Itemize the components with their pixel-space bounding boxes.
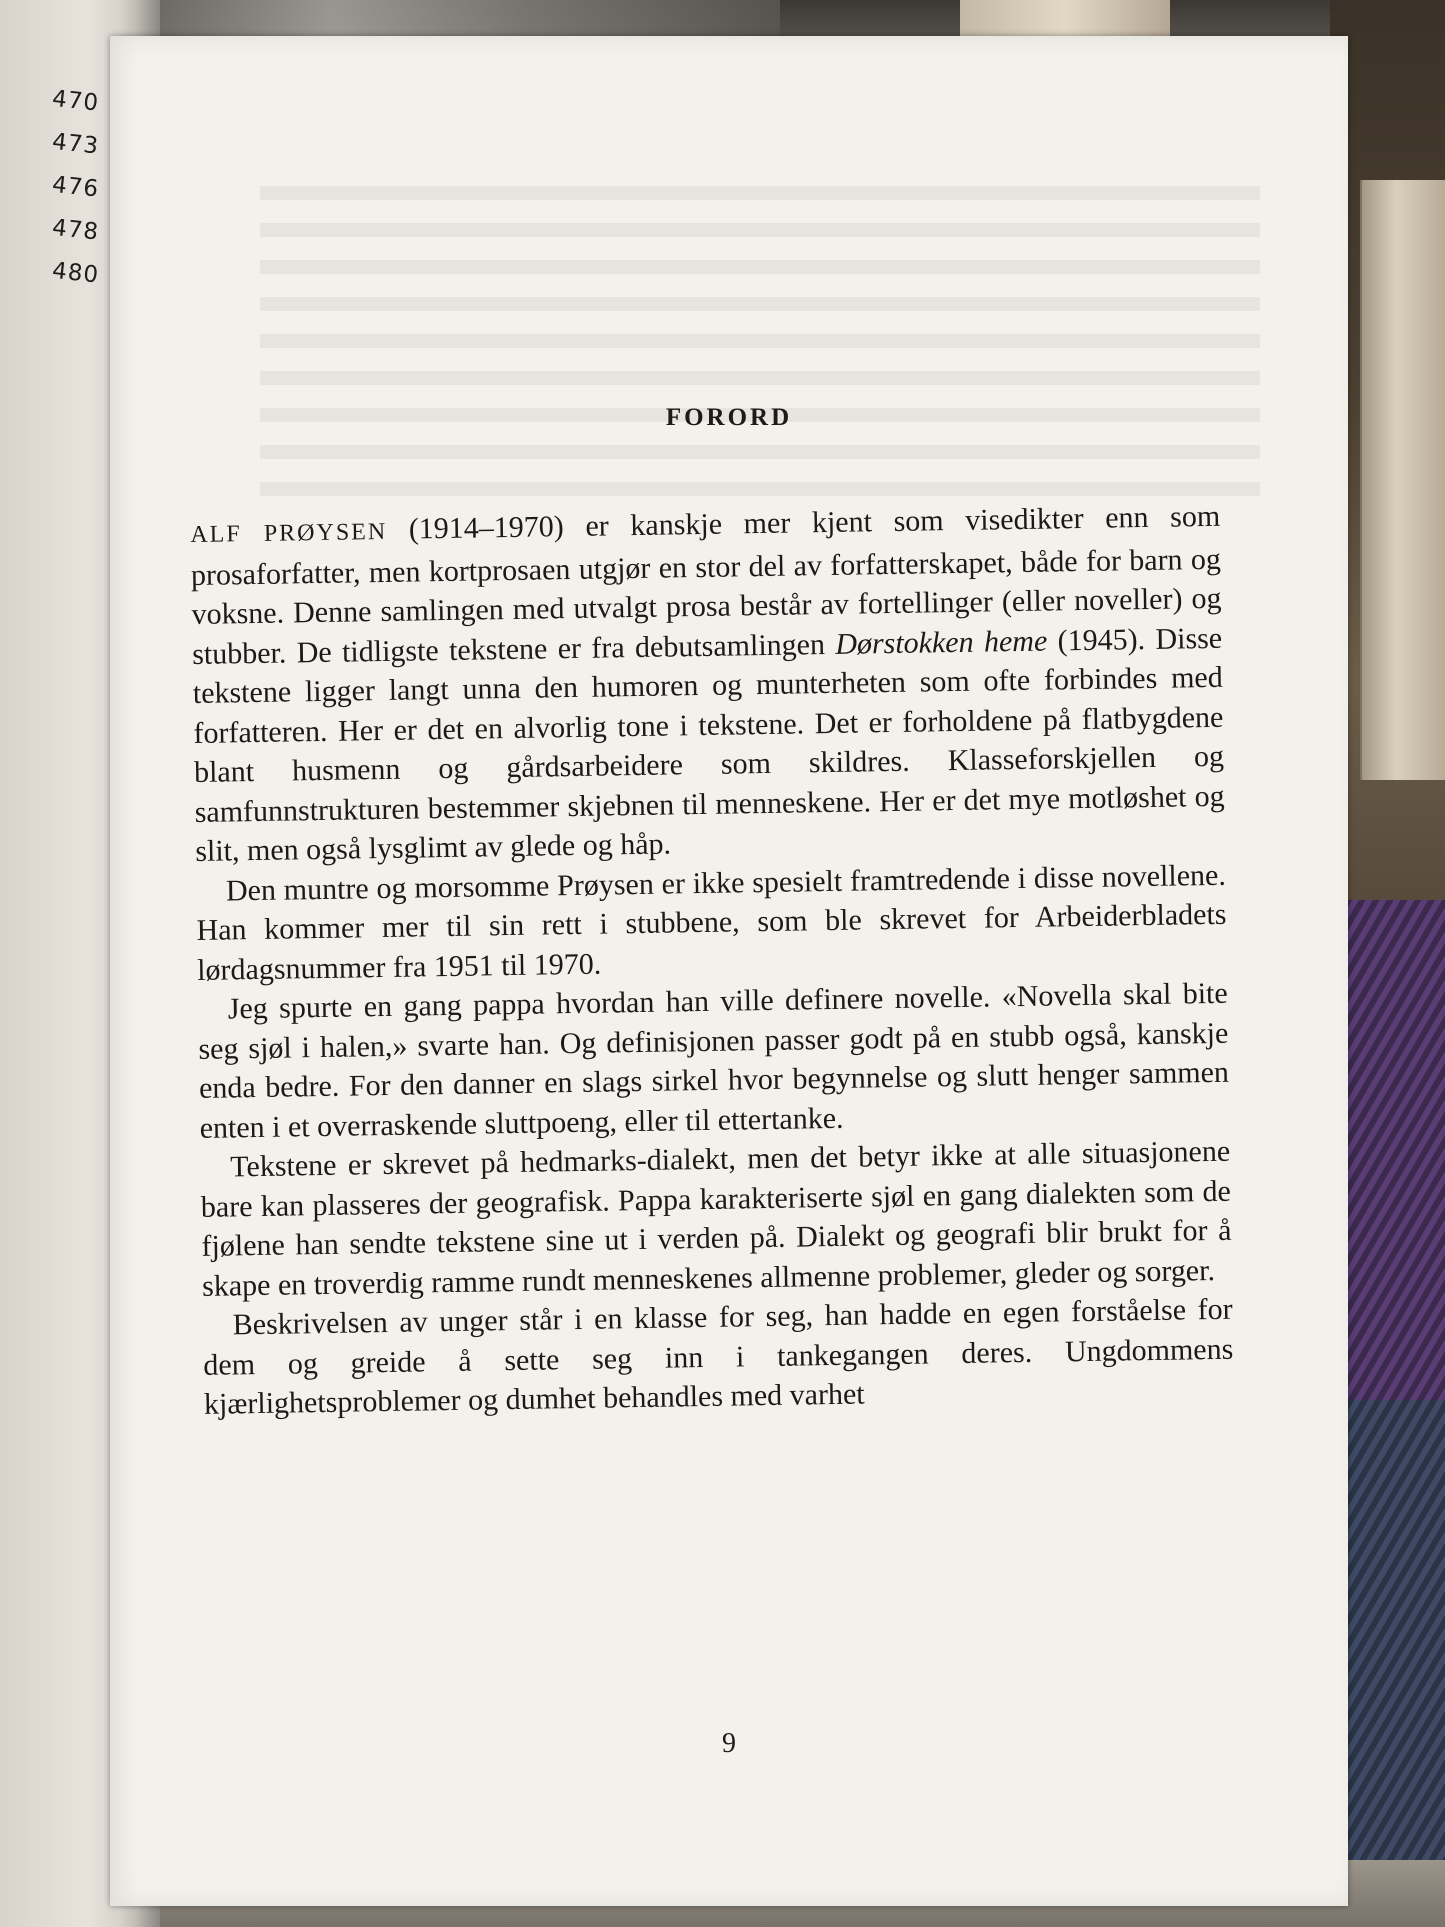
paragraph: Beskrivelsen av unger står i en klasse for seg, han hadde en egen forståelse for dem og greide å sette seg inn i tankegangen deres. Ungdommens kjærlighetsproblemer og dumhet behandles med varhet	[203, 1292, 1234, 1421]
paragraph	[190, 497, 1226, 872]
handwritten-note: 480	[50, 257, 101, 289]
show-through-text	[260, 186, 1260, 516]
book-page	[110, 36, 1348, 1906]
handwritten-note: 470	[50, 85, 101, 117]
paragraph: Jeg spurte en gang pappa hvordan han ville definere novelle. «Novella skal bite seg sjøl i halen,» svarte han. Og definisjonen passer godt på en stubb også, kanskje enda bedre. For den danner en slags sirkel hvor begynnelse og slutt henger sammen enten i et overraskende sluttpoeng, eller til ettertanke.	[198, 976, 1230, 1145]
background-book-right	[1360, 180, 1445, 780]
paragraph: Den muntre og morsomme Prøysen er ikke spesielt framtredende i disse novellene. Han kommer mer til sin rett i stubbene, som ble skrevet for Arbeiderbladets lørdagsnummer fra 1951 til 1970.	[196, 858, 1227, 987]
paragraph-text: (1945). Disse tekstene ligger langt unna den humoren og munterheten som ofte forbindes med forfatteren. Her er det en alvorlig tone i tekstene. Det er forholdene på flatbygdene blant husmenn og gårdsarbeidere som skildres. Klasseforskjellen og samfunnstrukturen bestemmer skjebnen til menneskene. Her er det mye motløshet og slit, men også lysglimt av glede og håp.	[192, 621, 1225, 868]
handwritten-note: 473	[50, 128, 101, 160]
book-title: Dørstokken heme	[835, 624, 1048, 661]
paragraph-text: (1914–1970) er kanskje mer kjent som visedikter enn som prosaforfatter, men kortprosaen utgjør en stor del av forfatterskapet, både for barn og voksne. Denne samlingen med utvalgt prosa består av fortellinger (eller noveller) og stubber. De tidligste tekstene er fra debutsamlingen	[190, 499, 1222, 671]
body-text	[190, 497, 1234, 1425]
page-number: 9	[722, 1728, 736, 1759]
handwritten-note: 478	[50, 214, 101, 246]
chapter-heading: FORORD	[665, 404, 793, 431]
author-name: ALF PRØYSEN	[190, 518, 388, 548]
background-objects	[140, 0, 780, 40]
paragraph: Tekstene er skrevet på hedmarks-dialekt, men det betyr ikke at alle situasjonene bare kan plasseres der geografisk. Pappa karakteriserte sjøl en gang dialekten som de fjølene han sendte tekstene sine ut i verden på. Dialekt og geografi blir brukt for å skape en troverdig ramme rundt menneskenes allmenne problemer, gleder og sorger.	[200, 1134, 1232, 1303]
handwritten-note: 476	[50, 171, 101, 203]
